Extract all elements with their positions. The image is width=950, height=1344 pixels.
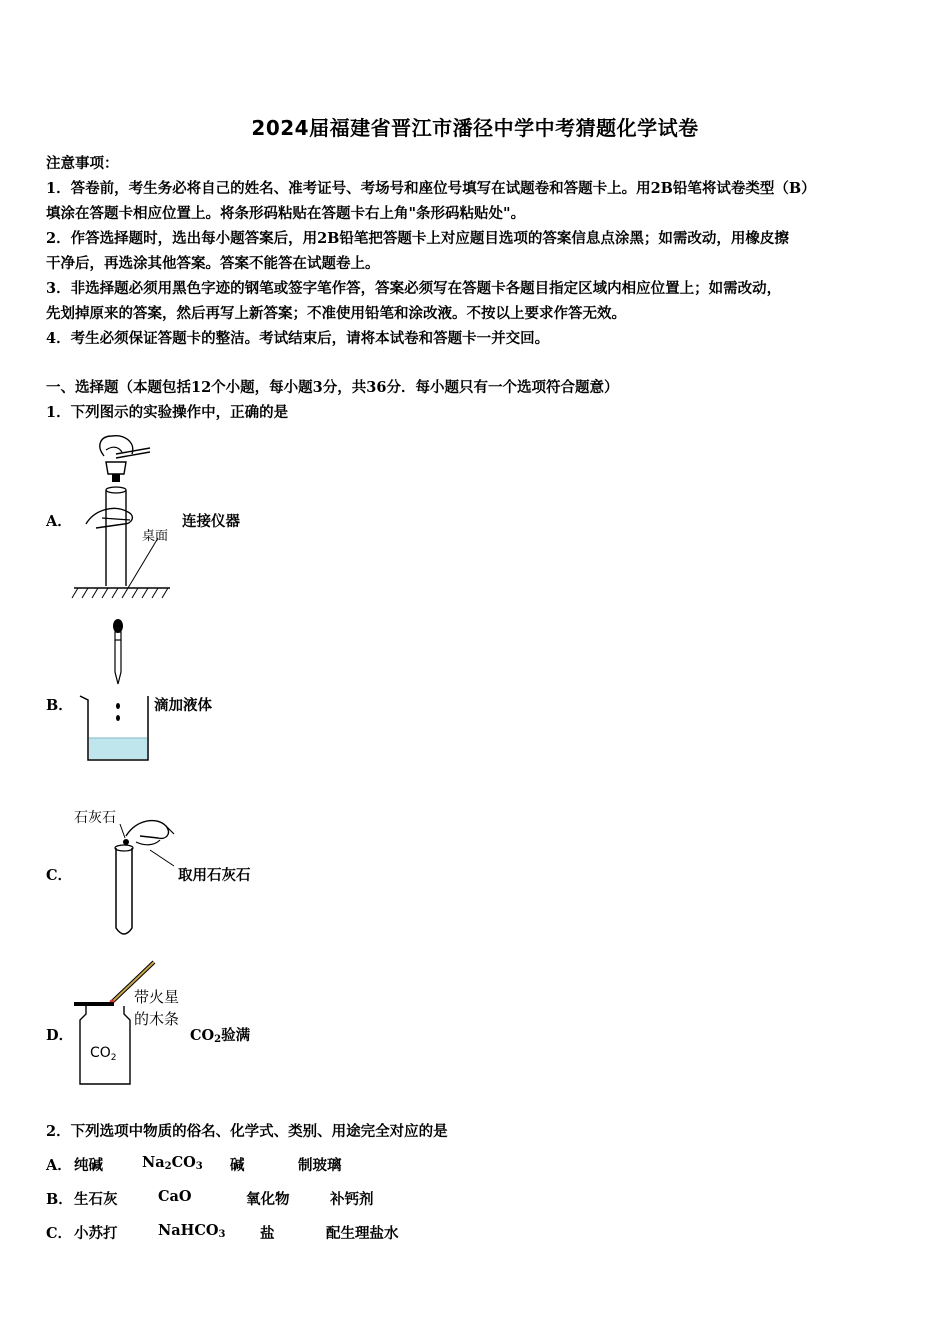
option-c-label: 取用石灰石: [178, 867, 251, 884]
option-a-label: 连接仪器: [182, 513, 240, 530]
option-b-label: 滴加液体: [154, 697, 212, 714]
option-c-letter: C．: [46, 867, 73, 884]
section-heading: 一、选择题（本题包括12个小题，每小题3分，共36分．每小题只有一个选项符合题意）: [46, 379, 619, 396]
figure-d-label-2: 的木条: [134, 1010, 180, 1028]
notice-heading: 注意事项：: [46, 155, 119, 172]
notice-line-1: 1．答卷前，考生务必将自己的姓名、准考证号、考场号和座位号填写在试题卷和答题卡上。用2B铅笔将试卷类型（B）: [46, 180, 816, 197]
figure-c-label: 石灰石: [74, 810, 116, 826]
notice-line-5: 3．非选择题必须用黑色字迹的钢笔或签字笔作答，答案必须写在答题卡各题目指定区域内相应位置上；如需改动，: [46, 280, 782, 297]
figure-co2-full-test: [72, 958, 192, 1092]
figure-a-label: 桌面: [142, 529, 169, 544]
notice-line-6: 先划掉原来的答案，然后再写上新答案；不准使用铅笔和涂改液。不按以上要求作答无效。: [46, 305, 626, 322]
figure-connect-apparatus: [66, 428, 176, 610]
figure-drop-liquid: [76, 616, 156, 770]
question-2-stem: 2．下列选项中物质的俗名、化学式、类别、用途完全对应的是: [46, 1123, 448, 1140]
notice-line-4: 干净后，再选涂其他答案。答案不能答在试题卷上。: [46, 255, 380, 272]
option-d-letter: D．: [46, 1027, 74, 1044]
page-title: 2024届福建省晋江市潘径中学中考猜题化学试卷: [251, 116, 699, 140]
figure-d-label-1: 带火星: [134, 988, 180, 1006]
option-a-letter: A．: [46, 513, 72, 530]
notice-line-7: 4．考生必须保证答题卡的整洁。考试结束后，请将本试卷和答题卡一并交回。: [46, 330, 550, 347]
option-b-letter: B．: [46, 697, 73, 714]
notice-line-2: 填涂在答题卡相应位置上。将条形码粘贴在答题卡右上角"条形码粘贴处"。: [46, 205, 526, 222]
figure-take-limestone: [70, 806, 180, 944]
svg-text:CO2: $CO_2$: [90, 1045, 117, 1063]
question-1-stem: 1．下列图示的实验操作中，正确的是: [46, 404, 289, 421]
exam-page: 2024届福建省晋江市潘径中学中考猜题化学试卷 注意事项： 1．答卷前，考生务必将自己的姓名、准考证号、考场号和座位号填写在试题卷和答题卡上。用2B铅笔将试卷类型（B） 填涂在答题卡相应位置上。将条形码粘贴在答题卡右上角"条形码粘贴处"。 2．作答选择题时，选出每小题答案后，用2B铅笔把答题卡上对应题目选项的答案信息点涂黑；如需改动，用橡皮擦 干净后，再选涂其他答案。答案不能答在试题卷上。 3．非选择题必须用黑色字迹的钢笔或签字笔作答，答案必须写在答题卡各题目指定区域内相应位置上；如需改动， 先划掉原来的答案，然后再写上新答案；不准使用铅笔和涂改液。不按以上要求作答无效。 4．考生必须保证答题卡的整洁。考试结束后，请将本试卷和答题卡一并交回。 一、选择题（本题包括12个小题，每小题3分，共36分．每小题只有一个选项符合题意） 1．下列图示的实验操作中，正确的是 桌面 A． 连接仪器 B． 滴加液体 石灰石 C． 取用石灰石 $CO_2$ 带火星 的木条 D． $CO_2$验满 2．下列选项中物质的俗名、化学式、类别、用途完全对应的是 A． 纯碱 $Na_2CO_3$ 碱 制玻璃 B． 生石灰 CaO 氧化物 补钙剂 C． 小苏打 NaHCO$_3$ 盐 配生理盐水: [0, 0, 950, 1344]
option-d-label: $CO_2$验满: [190, 1027, 251, 1045]
notice-line-3: 2．作答选择题时，选出每小题答案后，用2B铅笔把答题卡上对应题目选项的答案信息点涂黑；如需改动，用橡皮擦: [46, 230, 789, 247]
